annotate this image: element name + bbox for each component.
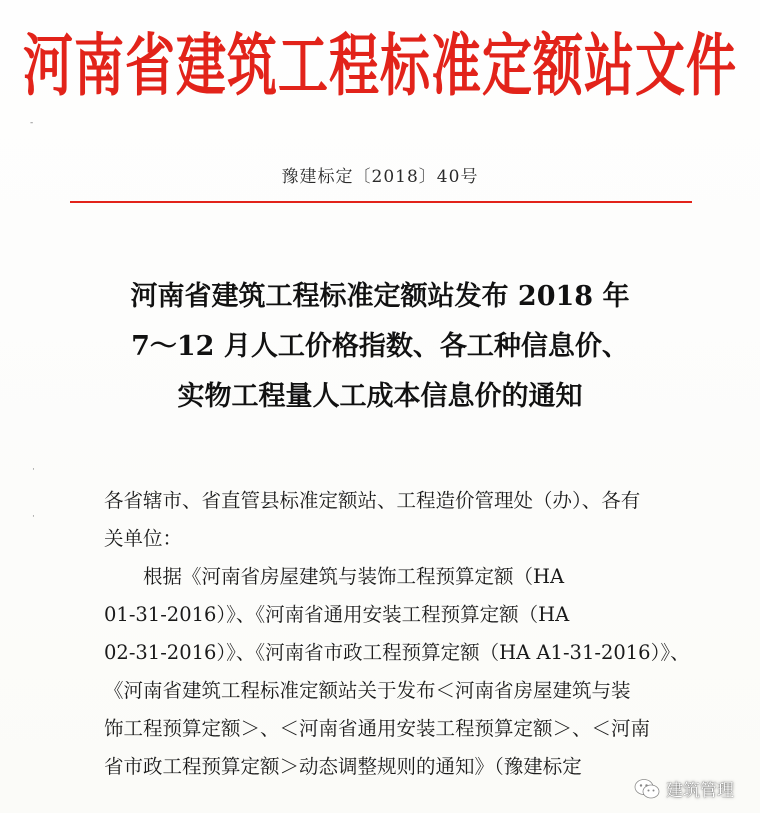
- paragraph-line-3: 02-31-2016）》、《河南省市政工程预算定额（HA A1-31-2016）》、: [104, 641, 690, 664]
- paragraph-line-6: 省市政工程预算定额＞动态调整规则的通知》（豫建标定: [104, 755, 582, 778]
- body-paragraph: [104, 558, 700, 786]
- red-divider-line: [70, 201, 692, 203]
- paragraph-line-4: 《河南省建筑工程标准定额站关于发布＜河南省房屋建筑与装: [104, 679, 631, 702]
- addressee-line-1: 各省辖市、省直管县标准定额站、工程造价管理处（办）、各有: [104, 489, 641, 512]
- watermark: [634, 776, 734, 801]
- wechat-icon: [634, 778, 660, 800]
- title-line-3: 实物工程量人工成本信息价的通知: [177, 381, 583, 412]
- addressee-line-2: 关单位：: [104, 527, 183, 550]
- title-line-2: 7～12 月人工价格指数、各工种信息价、: [131, 331, 629, 362]
- addressee: [104, 482, 700, 558]
- document-masthead: 河南省建筑工程标准定额站文件: [23, 25, 737, 106]
- paragraph-line-1: 根据《河南省房屋建筑与装饰工程预算定额（HA: [143, 565, 565, 588]
- scan-mark: ·: [32, 465, 35, 475]
- title-line-1: 河南省建筑工程标准定额站发布 2018 年: [130, 281, 630, 312]
- document-body: [104, 482, 700, 786]
- paragraph-line-5: 饰工程预算定额＞、＜河南省通用安装工程预算定额＞、＜河南: [104, 717, 651, 740]
- document-title: [0, 272, 760, 422]
- document-number: 豫建标定〔2018〕40号: [281, 167, 479, 187]
- scan-mark: -: [30, 118, 34, 128]
- watermark-text: 建筑管理: [666, 781, 734, 801]
- paragraph-line-2: 01-31-2016）》、《河南省通用安装工程预算定额（HA: [104, 603, 570, 626]
- scan-mark: ·: [32, 512, 35, 522]
